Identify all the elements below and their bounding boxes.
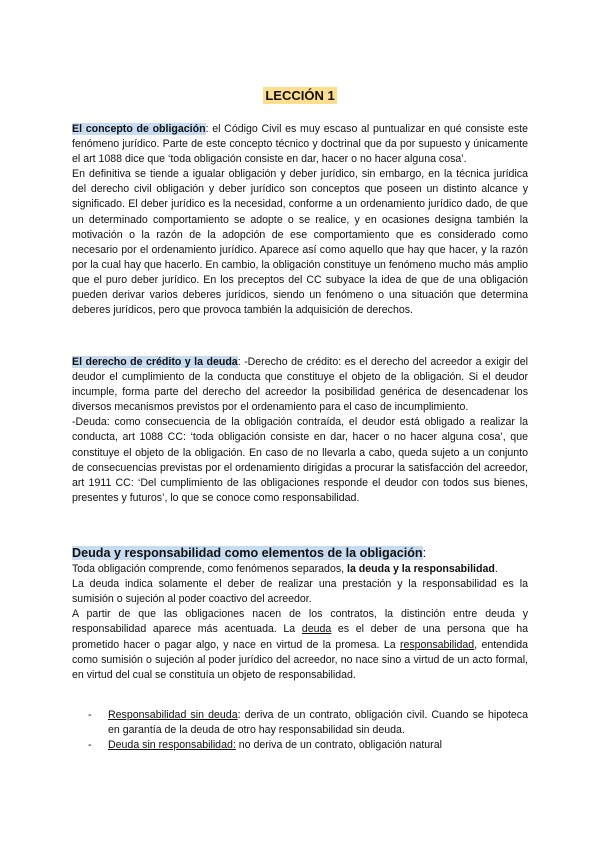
bullet-term: Responsabilidad sin deuda: [108, 709, 238, 721]
paragraph: -Deuda: como consecuencia de la obligación contraída, el deudor está obligado a realizar la conducta, art 1088 CC: ‘toda obligación consiste en dar, hacer o no hacer alguna cosa’, que constituye el objeto de la obligación. En caso de no llevarla a cabo, queda sujeto a un conjunto de consecuencias previstas por el ordenamiento dirigidas a procurar la satisfacción del acreedor, art 1911 CC: ‘Del cumplimiento de las obligaciones responde el deudor con todos sus bienes, presentes y futuros’, lo que se conoce como responsabilidad.: [72, 416, 528, 504]
bullet-list: [88, 708, 528, 753]
text-span: , entendida como sumisión o sujeción al poder jurídico del acreedor, no nace sino a virtud de un acto formal, en virtud del cual se constituía un objeto de responsabilidad.: [72, 638, 528, 681]
paragraph: La deuda indica solamente el deber de realizar una prestación y la responsabilidad es la sumisión o sujeción al poder coactivo del acreedor.: [72, 578, 528, 606]
text-span: es el deber de una persona que ha prometido hacer o pagar algo, y nace en virtud de la promesa. La: [72, 623, 528, 651]
list-item: [88, 708, 528, 738]
section-credit-and-debt: [72, 355, 528, 506]
bullet-dash: -: [88, 739, 92, 752]
text-span: Toda obligación comprende, como fenómenos separados,: [72, 563, 348, 576]
paragraph: [72, 546, 528, 562]
list-item: [88, 738, 528, 753]
bullet-text: : deriva de un contrato, obligación civil. Cuando se hipoteca en garantía de la deuda de otro hay responsabilidad sin deuda.: [108, 709, 528, 737]
text-span: .: [494, 563, 498, 576]
section-debt-and-responsibility: [72, 546, 528, 683]
heading-colon: :: [422, 546, 427, 560]
text-span: A partir de que las obligaciones nacen de los contratos, la distinción entre deuda y responsabilidad aparece más acentuada. La: [72, 608, 528, 636]
bold-term: la deuda y la responsabilidad: [347, 563, 495, 576]
underlined-term: responsabilidad: [399, 638, 475, 651]
paragraph: En definitiva se tiende a igualar obligación y deber jurídico, sin embargo, en la técnica jurídica del derecho civil obligación y deber jurídico son conceptos que poseen un distinto alcance y significado. El deber jurídico es la necesidad, conforme a un ordenamiento jurídico dado, de que un determinado comportamiento se adopte o se realice, y en ocasiones designa también la motivación o la razón de la adopción de ese comportamiento que es considerado como necesario por el ordenamiento jurídico. Aparece así como aquello que hay que hacer, y la razón por la cual hay que hacerlo. En cambio, la obligación constituye un fenómeno mucho más amplio que el puro deber jurídico. En los preceptos del CC subyace la idea de que de una obligación pueden derivar varios deberes jurídicos, siendo un fenómeno o una situación que determina deberes jurídicos, pero que provoca también la adquisición de derechos.: [72, 168, 528, 317]
section-heading: Deuda y responsabilidad como elementos de la obligación: [72, 546, 423, 560]
paragraph: [72, 355, 528, 415]
bullet-text: no deriva de un contrato, obligación natural: [235, 739, 442, 752]
paragraph: [72, 607, 528, 682]
paragraph-text: : -Derecho de crédito: es el derecho del acreedor a exigir del deudor el cumplimiento de la conducta que constituye el objeto de la obligación. Si el deudor incumple, forma parte del derecho del acreedor la posibilidad genérica de desencadenar los diversos mecanismos previstos por el ordenamiento para el caso de incumplimiento.: [72, 356, 528, 414]
lesson-title: [0, 88, 600, 103]
bullet-dash: -: [88, 709, 92, 721]
section-heading: El derecho de crédito y la deuda: [72, 356, 238, 368]
paragraph: [72, 562, 528, 577]
paragraph: [72, 122, 528, 167]
section-obligation-concept: [72, 122, 528, 318]
lesson-title-text: LECCIÓN 1: [265, 88, 335, 103]
bullet-term: Deuda sin responsabilidad:: [108, 739, 236, 752]
section-heading: El concepto de obligación: [72, 123, 206, 135]
paragraph-text: : el Código Civil es muy escaso al puntualizar en qué consiste este fenómeno jurídico. Parte de este concepto técnico y doctrinal que da por supuesto y únicamente el art 1088 dice que ‘toda obligación consiste en dar, hacer o no hacer alguna cosa’.: [72, 123, 528, 166]
underlined-term: deuda: [301, 623, 332, 636]
